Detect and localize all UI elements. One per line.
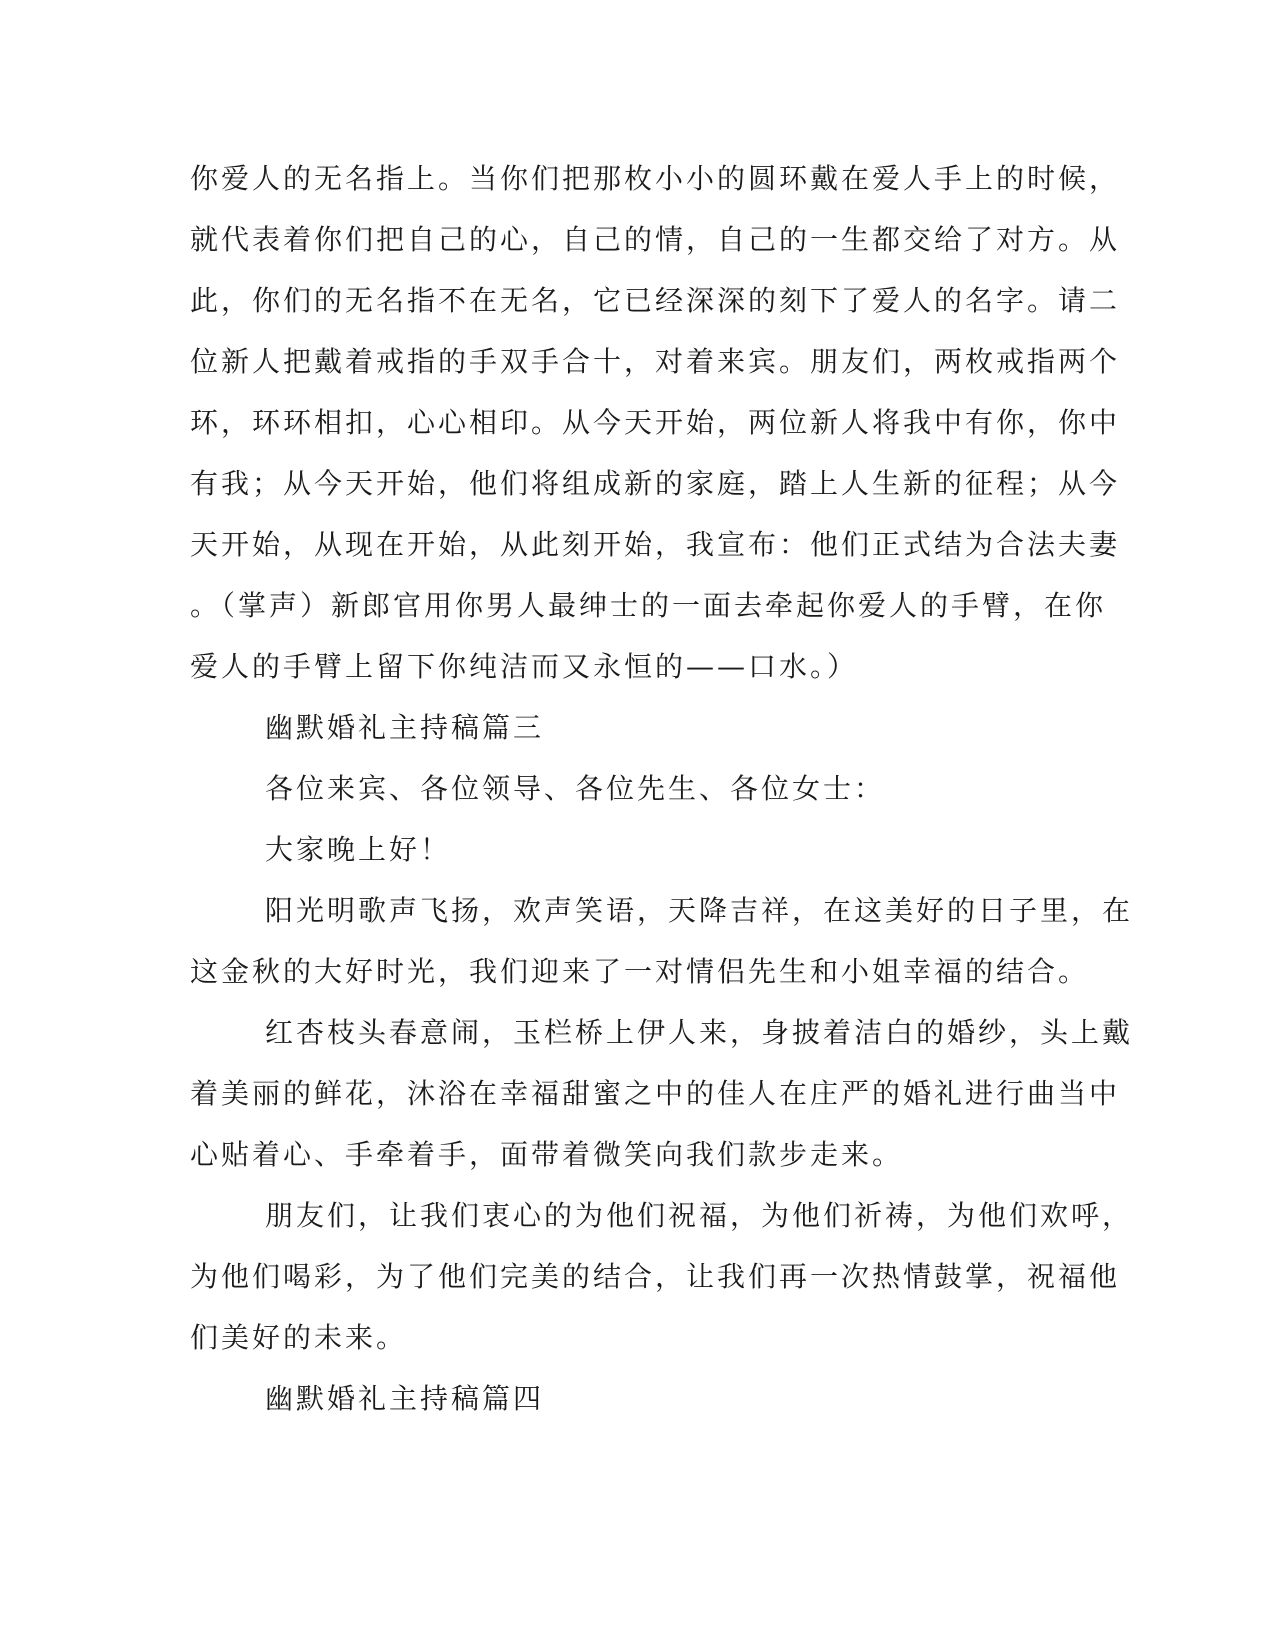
body-line: 为他们喝彩，为了他们完美的结合，让我们再一次热情鼓掌，祝福他 [190, 1260, 1121, 1293]
body-line: 阳光明歌声飞扬，欢声笑语，天降吉祥，在这美好的日子里，在 [265, 894, 1134, 927]
body-line: 着美丽的鲜花，沐浴在幸福甜蜜之中的佳人在庄严的婚礼进行曲当中 [190, 1077, 1121, 1110]
body-line: 环，环环相扣，心心相印。从今天开始，两位新人将我中有你，你中 [190, 406, 1121, 439]
document-body [190, 148, 1134, 1429]
body-line: 这金秋的大好时光，我们迎来了一对情侣先生和小姐幸福的结合。 [190, 955, 1090, 988]
body-line: 们美好的未来。 [190, 1321, 408, 1354]
body-line: 。（掌声）新郎官用你男人最绅士的一面去牵起你爱人的手臂，在你 [190, 589, 1107, 622]
body-line: 爱人的手臂上留下你纯洁而又永恒的——口水。） [190, 650, 859, 683]
body-line: 朋友们，让我们衷心的为他们祝福，为他们祈祷，为他们欢呼， [265, 1199, 1134, 1232]
body-line: 你爱人的无名指上。当你们把那枚小小的圆环戴在爱人手上的时候， [190, 162, 1121, 195]
body-line: 红杏枝头春意闹，玉栏桥上伊人来，身披着洁白的婚纱，头上戴 [265, 1016, 1134, 1049]
greeting: 大家晚上好！ [265, 833, 452, 866]
body-line: 有我；从今天开始，他们将组成新的家庭，踏上人生新的征程；从今 [190, 467, 1121, 500]
body-line: 此，你们的无名指不在无名，它已经深深的刻下了爱人的名字。请二 [190, 284, 1121, 317]
body-line: 就代表着你们把自己的心，自己的情，自己的一生都交给了对方。从 [190, 223, 1121, 256]
section-heading: 幽默婚礼主持稿篇三 [265, 711, 545, 744]
body-line: 心贴着心、手牵着手，面带着微笑向我们款步走来。 [190, 1138, 904, 1171]
body-line: 天开始，从现在开始，从此刻开始，我宣布：他们正式结为合法夫妻 [190, 528, 1121, 561]
body-line: 位新人把戴着戒指的手双手合十，对着来宾。朋友们，两枚戒指两个 [190, 345, 1121, 378]
salutation: 各位来宾、各位领导、各位先生、各位女士： [265, 772, 886, 805]
section-heading: 幽默婚礼主持稿篇四 [265, 1382, 545, 1415]
